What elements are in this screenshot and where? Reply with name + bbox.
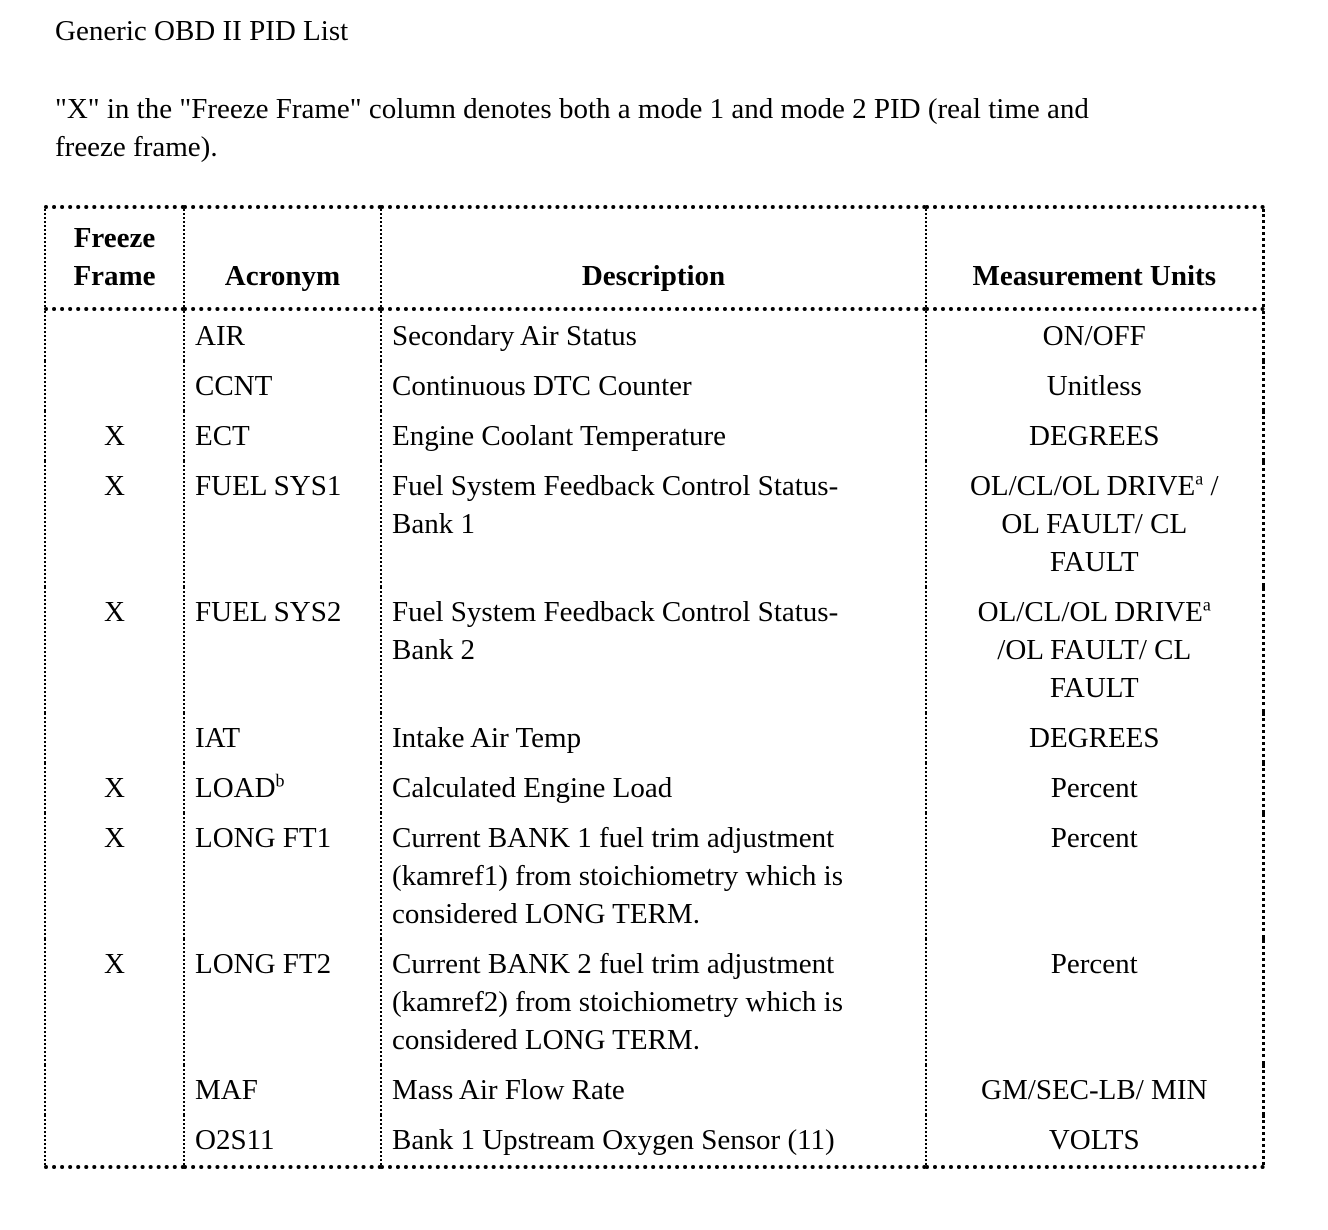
column-header-freeze-frame: Freeze Frame	[73, 222, 156, 292]
freeze-frame-cell: X	[104, 822, 125, 854]
description-cell: Fuel System Feedback Control Status- Bank 1	[381, 461, 926, 587]
acronym-cell: FUEL SYS1	[184, 461, 381, 587]
table-row	[45, 939, 1263, 1065]
acronym-cell: MAF	[184, 1065, 381, 1115]
description-cell: Current BANK 2 fuel trim adjustment (kamref2) from stoichiometry which is considered LONG TERM.	[381, 939, 926, 1065]
freeze-frame-cell	[45, 1115, 184, 1167]
units-cell: VOLTS	[926, 1115, 1263, 1167]
acronym-cell: O2S11	[184, 1115, 381, 1167]
acronym-cell: LONG FT2	[184, 939, 381, 1065]
description-cell: Mass Air Flow Rate	[381, 1065, 926, 1115]
column-header-description: Description	[381, 207, 926, 309]
units-cell: DEGREES	[926, 713, 1263, 763]
acronym-cell: ECT	[184, 411, 381, 461]
freeze-frame-cell: X	[104, 596, 125, 628]
acronym-cell: IAT	[184, 713, 381, 763]
description-cell: Secondary Air Status	[381, 309, 926, 361]
acronym-cell: CCNT	[184, 361, 381, 411]
description-cell: Fuel System Feedback Control Status- Bank 2	[381, 587, 926, 713]
units-cell: GM/SEC-LB/ MIN	[926, 1065, 1263, 1115]
column-header-acronym: Acronym	[184, 207, 381, 309]
description-cell: Calculated Engine Load	[381, 763, 926, 813]
freeze-frame-cell	[45, 713, 184, 763]
table-row	[45, 1065, 1263, 1115]
table-row	[45, 361, 1263, 411]
freeze-frame-cell: X	[104, 772, 125, 804]
table-row	[45, 411, 1263, 461]
table-row	[45, 763, 1263, 813]
freeze-frame-cell	[45, 1065, 184, 1115]
acronym-cell: LONG FT1	[184, 813, 381, 939]
units-cell: ON/OFF	[926, 309, 1263, 361]
table-row	[45, 1115, 1263, 1167]
units-cell: DEGREES	[926, 411, 1263, 461]
description-cell: Current BANK 1 fuel trim adjustment (kamref1) from stoichiometry which is considered LONG TERM.	[381, 813, 926, 939]
freeze-frame-cell: X	[104, 470, 125, 502]
intro-paragraph	[55, 90, 1273, 166]
acronym-cell: LOAD$^b$	[184, 763, 381, 813]
acronym-cell: AIR	[184, 309, 381, 361]
table-header-row	[45, 207, 1263, 309]
table-row	[45, 461, 1263, 587]
units-cell: OL/CL/OL DRIVE$^a$ /OL FAULT/ CL FAULT	[926, 587, 1263, 713]
column-header-measurement-units: Measurement Units	[926, 207, 1263, 309]
units-cell: Unitless	[926, 361, 1263, 411]
units-cell: Percent	[926, 763, 1263, 813]
table-row	[45, 309, 1263, 361]
table-row	[45, 587, 1263, 713]
units-cell: Percent	[926, 813, 1263, 939]
table-row	[45, 713, 1263, 763]
description-cell: Continuous DTC Counter	[381, 361, 926, 411]
intro-line-1: "X" in the "Freeze Frame" column denotes both a mode 1 and mode 2 PID (real time and	[55, 93, 1089, 125]
description-cell: Engine Coolant Temperature	[381, 411, 926, 461]
description-cell: Bank 1 Upstream Oxygen Sensor (11)	[381, 1115, 926, 1167]
freeze-frame-cell: X	[104, 420, 125, 452]
intro-line-2: freeze frame).	[55, 131, 218, 163]
units-cell: Percent	[926, 939, 1263, 1065]
table-row	[45, 813, 1263, 939]
freeze-frame-cell: X	[104, 948, 125, 980]
description-cell: Intake Air Temp	[381, 713, 926, 763]
page-title: Generic OBD II PID List	[55, 15, 349, 47]
pid-table	[44, 205, 1265, 1169]
freeze-frame-cell	[45, 309, 184, 361]
acronym-cell: FUEL SYS2	[184, 587, 381, 713]
freeze-frame-cell	[45, 361, 184, 411]
units-cell: OL/CL/OL DRIVE$^a$ / OL FAULT/ CL FAULT	[926, 461, 1263, 587]
